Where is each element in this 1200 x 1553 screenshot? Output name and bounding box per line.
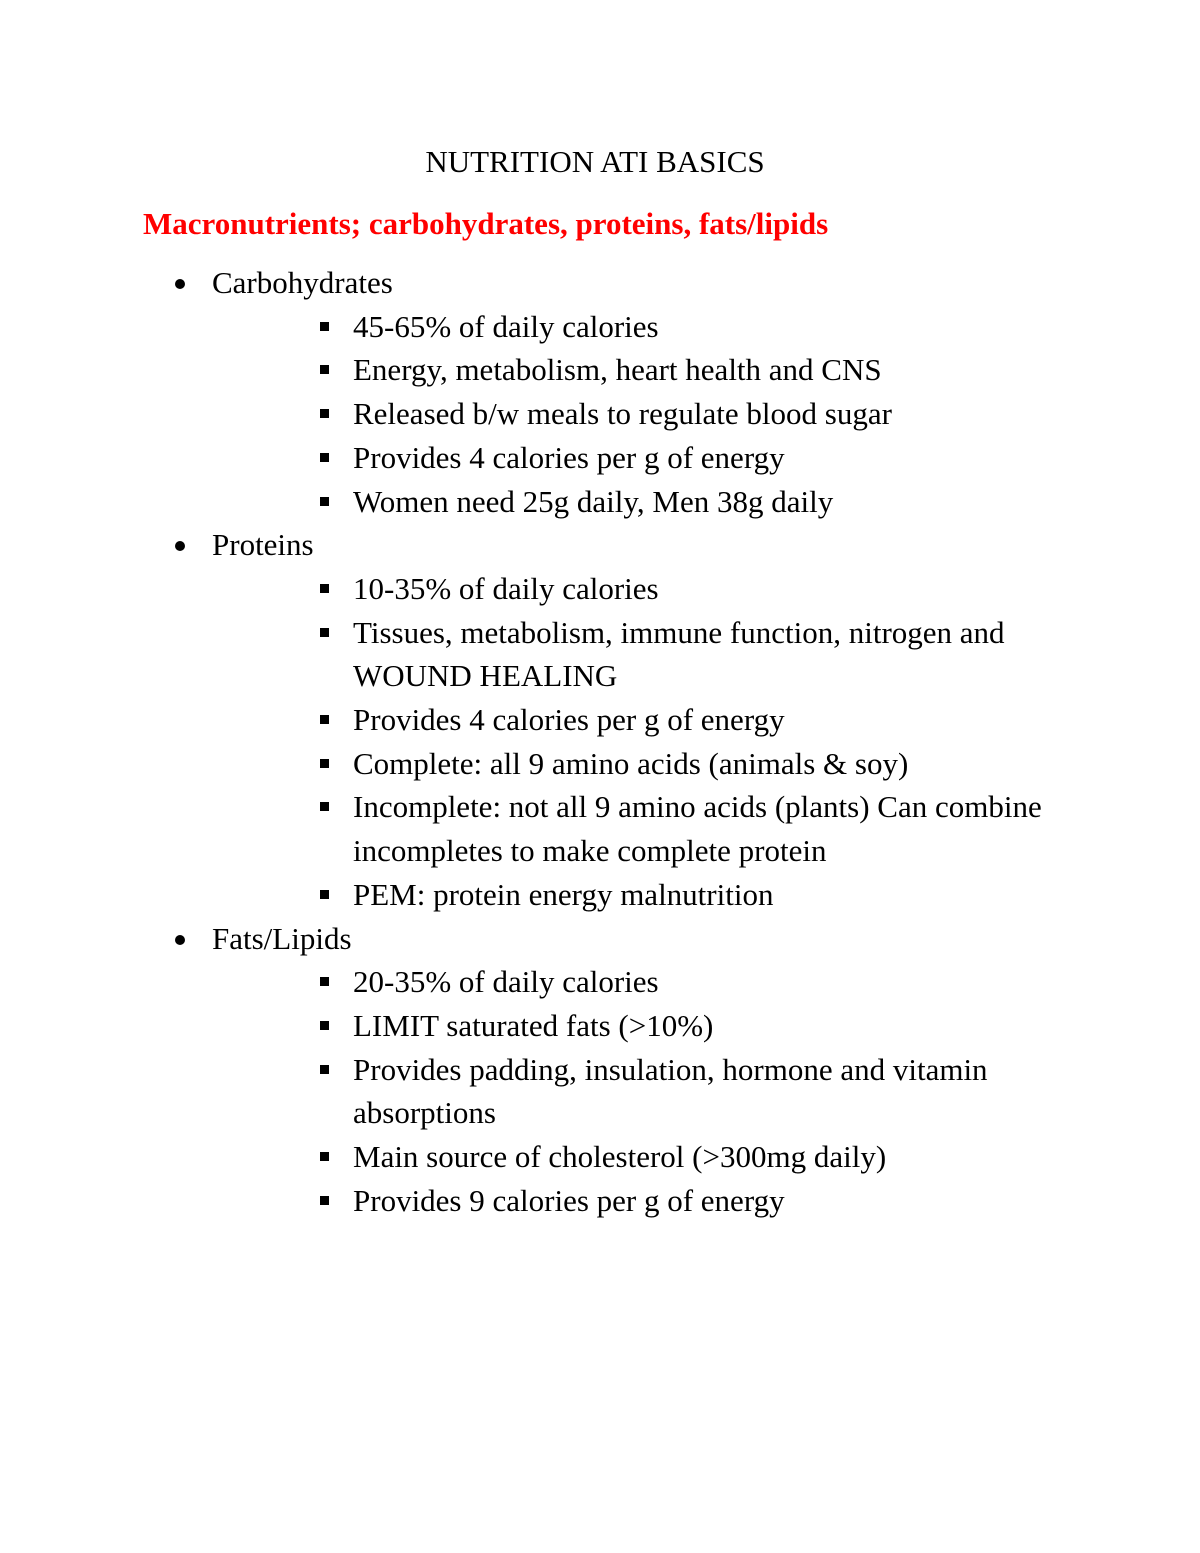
point-text: Complete: all 9 amino acids (animals & soy) <box>353 745 909 781</box>
section-heading: Macronutrients; carbohydrates, proteins, fats/lipids <box>143 206 829 241</box>
bullet-square-icon <box>320 1065 329 1074</box>
point-text: Released b/w meals to regulate blood sugar <box>353 396 892 432</box>
topic-points <box>0 567 1200 917</box>
topic-fats-lipids <box>0 917 1200 1223</box>
bullet-square-icon <box>320 453 329 462</box>
bullet-square-icon <box>320 1152 329 1161</box>
bullet-square-icon <box>320 977 329 986</box>
point-text: Women need 25g daily, Men 38g daily <box>353 483 834 519</box>
point-text: Provides 9 calories per g of energy <box>353 1182 785 1218</box>
list-item <box>0 785 1053 872</box>
point-text: LIMIT saturated fats (>10%) <box>353 1007 714 1043</box>
topic-label: Carbohydrates <box>212 265 393 300</box>
bullet-square-icon <box>320 497 329 506</box>
bullet-square-icon <box>320 715 329 724</box>
bullet-dot-icon <box>175 541 185 551</box>
bullet-square-icon <box>320 1021 329 1030</box>
point-text: Incomplete: not all 9 amino acids (plants) Can combine incompletes to make complete protein <box>353 789 1042 869</box>
bullet-square-icon <box>320 322 329 331</box>
point-text: Energy, metabolism, heart health and CNS <box>353 352 882 388</box>
topic-label: Fats/Lipids <box>212 920 352 956</box>
point-text: 20-35% of daily calories <box>353 964 659 1000</box>
topic-proteins <box>0 523 1200 916</box>
macronutrient-outline <box>0 261 1200 1222</box>
point-text: Provides 4 calories per g of energy <box>353 439 785 475</box>
list-item <box>0 960 1053 1004</box>
list-item <box>0 742 1053 786</box>
point-text: Tissues, metabolism, immune function, nitrogen and WOUND HEALING <box>353 614 1005 694</box>
list-item <box>0 567 1053 611</box>
list-item <box>0 436 1053 480</box>
list-item <box>0 392 1053 436</box>
document-title: NUTRITION ATI BASICS <box>425 144 765 179</box>
bullet-square-icon <box>320 802 329 811</box>
list-item <box>0 1048 1053 1135</box>
topic-label: Proteins <box>212 527 314 563</box>
point-text: Provides padding, insulation, hormone and vitamin absorptions <box>353 1051 988 1131</box>
list-item <box>0 348 1053 392</box>
bullet-dot-icon <box>175 935 185 945</box>
point-text: Main source of cholesterol (>300mg daily) <box>353 1139 887 1175</box>
point-text: 45-65% of daily calories <box>353 308 659 344</box>
bullet-square-icon <box>320 409 329 418</box>
list-item <box>0 1004 1053 1048</box>
bullet-square-icon <box>320 1196 329 1205</box>
list-item <box>0 873 1053 917</box>
list-item <box>0 1179 1053 1223</box>
point-text: 10-35% of daily calories <box>353 570 659 606</box>
bullet-dot-icon <box>175 279 185 289</box>
list-item <box>0 305 1053 349</box>
bullet-square-icon <box>320 584 329 593</box>
bullet-square-icon <box>320 365 329 374</box>
list-item <box>0 1135 1053 1179</box>
topic-carbohydrates <box>0 261 1200 523</box>
bullet-square-icon <box>320 890 329 899</box>
list-item <box>0 611 1053 698</box>
bullet-square-icon <box>320 628 329 637</box>
point-text: PEM: protein energy malnutrition <box>353 876 774 912</box>
bullet-square-icon <box>320 759 329 768</box>
topic-points <box>0 305 1200 524</box>
list-item <box>0 480 1053 524</box>
list-item <box>0 698 1053 742</box>
point-text: Provides 4 calories per g of energy <box>353 702 785 738</box>
topic-points <box>0 960 1200 1222</box>
